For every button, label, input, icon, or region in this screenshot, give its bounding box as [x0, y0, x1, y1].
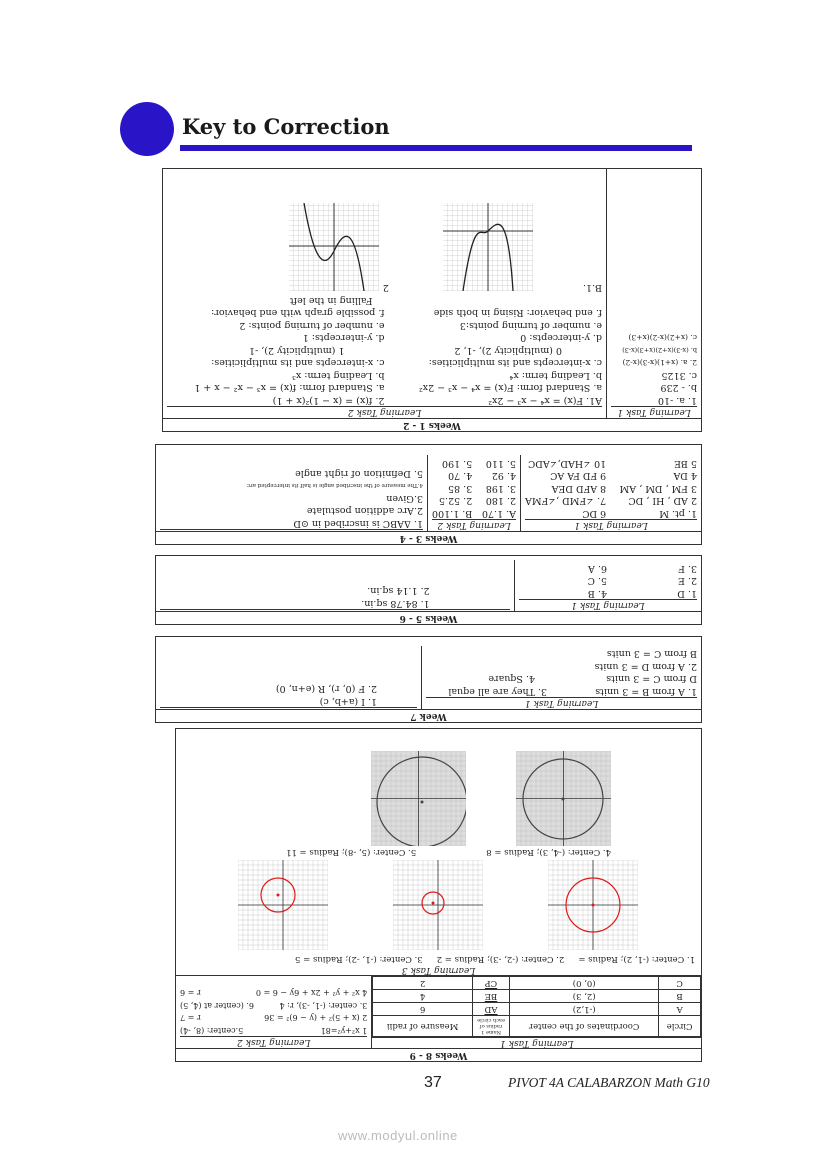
section-title: Weeks 8 - 9	[176, 1048, 701, 1061]
answer: 1. a. -10	[657, 395, 697, 406]
task-label: Learning Task 1	[519, 599, 697, 610]
task-label: Learning Task 1	[426, 697, 697, 708]
answer: 6 DC	[582, 508, 607, 519]
polynomial-graph-1	[443, 204, 533, 292]
circle-graph	[371, 751, 466, 846]
answer: 4. 92	[491, 470, 516, 482]
table-row	[373, 1003, 701, 1016]
answer-label: B.1.	[582, 282, 602, 294]
table-row	[373, 977, 701, 990]
answer: 3. 198	[485, 483, 516, 494]
cell: A	[659, 1003, 701, 1016]
answer: 1 x²+y²=81	[320, 1026, 368, 1035]
answer: e. number of turning points: 2	[239, 320, 385, 331]
answer: 2. 52.5	[438, 495, 473, 507]
task-label: Learning Task 3	[401, 965, 476, 975]
table-row	[373, 990, 701, 1003]
weeks-8-9-section	[175, 728, 702, 1062]
answer: 3. F	[678, 563, 697, 574]
cell: 2	[373, 977, 473, 990]
circle-table	[372, 976, 701, 1037]
answer: c. x-intercepts and its multiplicities:	[211, 357, 385, 369]
answer: 1. A from B = 3 units	[595, 686, 697, 697]
section-title: Week 7	[156, 709, 701, 722]
answer: 1. D	[677, 588, 697, 599]
circle-graph	[239, 861, 329, 951]
cell: 4	[373, 990, 473, 1003]
answer: e. number of turning points:3	[459, 320, 602, 331]
cell: $\overline{BE}$	[473, 990, 510, 1003]
answer: a. Standard form: f(x) = x³ − x² − x + 1	[194, 382, 385, 394]
cell: (2, 3)	[510, 990, 659, 1003]
answer: 2. Center: (-2, -3); Radius = 2	[436, 954, 565, 964]
column-header: Name 1 radius of each circle	[473, 1016, 510, 1037]
learning-task-1	[521, 456, 701, 532]
answer: 5. C	[587, 575, 607, 587]
learning-task-1	[372, 976, 701, 1048]
answer: 3. They are all equal	[448, 686, 547, 697]
header-bullet-icon	[120, 102, 174, 156]
task-label: Learning Task 1	[611, 406, 697, 417]
answer: 2 AD , HI , DC	[628, 495, 697, 507]
task-label	[160, 609, 510, 610]
task-label	[160, 529, 423, 530]
answer: b. (x-3)(x+2)(x+3)(x-3)	[622, 346, 697, 354]
learning-task-1	[607, 168, 701, 418]
answer: 2. F (0, r), R (e+n, 0)	[275, 683, 378, 695]
answer: 1. Center: (-1, 2); Radius =	[578, 954, 695, 964]
weeks-5-6-section	[155, 555, 702, 625]
page-title: Key to Correction	[182, 114, 390, 139]
answer: 1 (multiplicity 2), -1	[248, 345, 345, 356]
answer: 4. Center: (-4, 3); Radius = 8	[486, 847, 611, 858]
task-label	[160, 707, 417, 708]
learning-task-2	[163, 168, 607, 418]
answer: 9 FD FA AC	[550, 470, 607, 482]
footer-source: PIVOT 4A CALABARZON Math G10	[508, 1075, 710, 1090]
weeks-1-2-section	[162, 168, 702, 432]
answer: 7. ∠FMD ,∠FMA	[525, 495, 607, 507]
answer: 4 x² + y² + 2x + 6y − 6 = 0	[255, 988, 368, 998]
answer-label: 2	[382, 282, 389, 294]
answer: 4.The measure of the inscribed angle is half its intercepted arc	[246, 482, 423, 489]
answer: r = 7	[180, 1013, 201, 1023]
answer: 3. center: (-1, -3), r: 4	[279, 1001, 368, 1010]
answer: b. Leading term: x⁴	[509, 370, 602, 381]
answer: 3 FM , DM , AM	[619, 483, 697, 494]
circle-graph	[549, 861, 639, 951]
answer: 1. ΔABC is inscribed in ⊙D	[293, 518, 423, 529]
task-label: Learning Task 1	[372, 1037, 701, 1048]
answer: 2. 1.14 sq.in.	[367, 585, 430, 597]
cell: (0, 0)	[510, 977, 659, 990]
learning-task-2	[156, 561, 515, 612]
polynomial-graph-2	[289, 204, 379, 292]
answer: 6. (center at (4, 5)	[180, 1001, 255, 1010]
answer: b. Leading term: x³	[292, 370, 385, 381]
answer: 2 (x + 5)² + (y − 6)² = 36	[264, 1013, 368, 1023]
answer: 2. a. (x+1)(x-3)(x-2)	[622, 358, 697, 368]
task-label: Learning Task 1	[525, 519, 697, 530]
answer: d. y-intercepts: 0	[520, 332, 602, 344]
answer: D from C = 3 units	[606, 673, 697, 685]
answer: 2. f(x) = (x − 1)²(x + 1)	[272, 395, 385, 406]
section-title: Weeks 5 - 6	[156, 611, 701, 624]
answer: 5. Center: (5, -8); Radius = 11	[286, 847, 417, 858]
answer: 4 DA	[673, 470, 697, 482]
answer: r = 6	[180, 988, 201, 998]
answer: 8 AFD DEA	[551, 483, 607, 494]
cell: $\overline{AD}$	[473, 1003, 510, 1016]
answer: a. Standard form: F(x) = x⁴ − x³ − 2x²	[418, 382, 602, 394]
circle-graph	[516, 751, 611, 846]
task-label: Learning Task 2	[180, 1036, 367, 1047]
answer: 5.center: (8, -4)	[180, 1026, 244, 1035]
page-number: 37	[424, 1074, 442, 1091]
answer: f. possible graph with end behavior:	[211, 307, 385, 319]
answer: 1. pt. M	[659, 508, 697, 519]
answer: 4. Square	[488, 673, 535, 685]
section-title: Weeks 3 - 4	[156, 531, 701, 544]
answer: 2. E	[677, 575, 697, 587]
answer: c. x-intercepts and its multiplicities:	[428, 357, 602, 369]
answer: c. 3125	[661, 370, 697, 381]
answer: B from C = 3 units	[606, 648, 697, 660]
answer: 0 (multiplicity 2), -1, 2	[454, 345, 562, 356]
answer: 3.Given	[386, 493, 423, 504]
answer: 4. B	[587, 588, 607, 599]
learning-task-1	[422, 646, 701, 709]
week-7-section	[155, 636, 702, 723]
column-header: Coordinates of the center	[510, 1016, 659, 1037]
answer: 10 ∠HAD,∠ADC	[527, 458, 607, 469]
answer: b. - 239	[660, 382, 697, 394]
cell: C	[659, 977, 701, 990]
answer: 2.Arc addition postulate	[306, 505, 423, 517]
cell: 6	[373, 1003, 473, 1016]
answer: 1. I (a+b, c)	[319, 696, 378, 707]
answer: d. y-intercepts: 1	[302, 332, 385, 344]
answer: 5. 190	[442, 458, 473, 469]
weeks-3-4-section	[155, 444, 702, 545]
watermark: www.modyul.online	[338, 1128, 458, 1143]
section-title: Weeks 1 - 2	[163, 418, 701, 431]
answer: f. end behavior: Rising in both side	[433, 307, 602, 319]
answer: 1. 84.78 sq.in.	[361, 598, 430, 609]
answer: 3. 85	[448, 483, 473, 494]
answer: c. (x+2)(x-2)(x+3)	[628, 333, 697, 343]
answer: Falling in the left	[289, 295, 373, 306]
answer: 2. A from D = 3 units	[594, 661, 697, 672]
answer: B. 1.100	[432, 508, 473, 519]
answer: 6. A	[588, 563, 607, 574]
answer: 5 BE	[674, 458, 697, 469]
learning-task-3	[156, 456, 428, 532]
task-label: Learning Task 2	[167, 406, 602, 417]
circle-graph	[394, 861, 484, 951]
cell: $\overline{CP}$	[473, 977, 510, 990]
answer: 5. 110	[485, 458, 516, 469]
learning-task-1	[515, 561, 701, 612]
title-underline	[180, 145, 692, 151]
cell: B	[659, 990, 701, 1003]
learning-task-2	[176, 976, 372, 1048]
answer: A1. F(x) = x⁴ − x³ − 2x²	[488, 395, 602, 406]
learning-task-2	[156, 646, 422, 709]
answer: A. 1.70	[481, 508, 516, 519]
cell: (-1,2)	[510, 1003, 659, 1016]
column-header: Circle	[659, 1016, 701, 1037]
task-label: Learning Task 2	[432, 519, 516, 530]
answer: 5. Definition of right angle	[295, 468, 423, 479]
column-header: Measure of radii	[373, 1016, 473, 1037]
answer: 4. 70	[448, 470, 473, 482]
answer: 3. Center: (-1, -2); Radius = 5	[295, 954, 423, 964]
learning-task-2	[428, 456, 521, 532]
answer: 2. 180	[485, 495, 516, 507]
